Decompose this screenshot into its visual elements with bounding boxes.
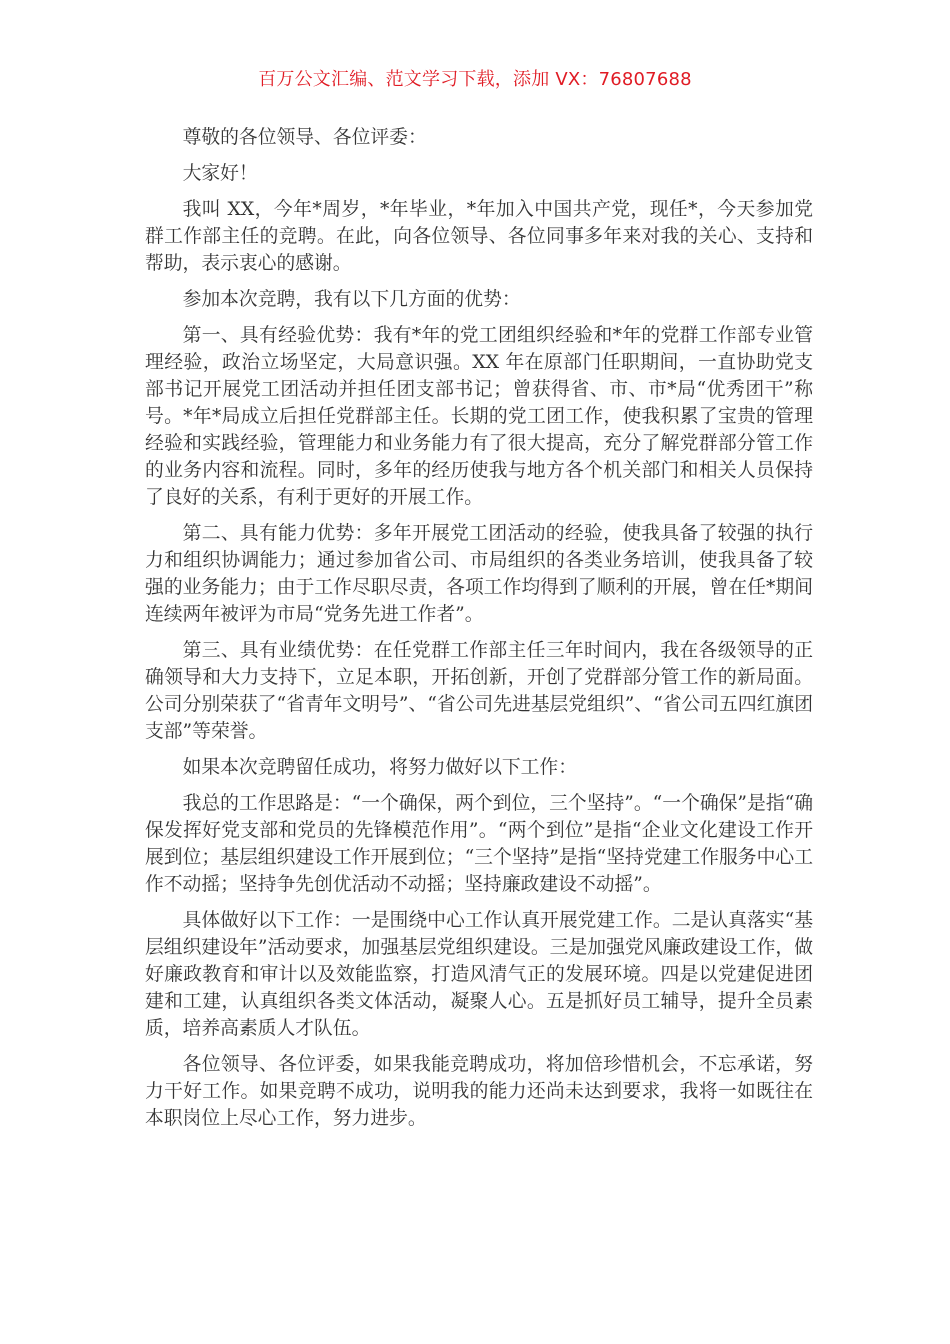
- paragraph-work-approach: 我总的工作思路是：“一个确保，两个到位，三个坚持”。“一个确保”是指“确保发挥好党支部和党员的先锋模范作用”。“两个到位”是指“企业文化建设工作开展到位；基层组织建设工作开展到位；“三个坚持”是指“坚持党建工作服务中心工作不动摇；坚持争先创优活动不动摇；坚持廉政建设不动摇”。: [145, 793, 813, 895]
- header-banner: 百万公文汇编、范文学习下载，添加 VX：76807688: [258, 69, 692, 90]
- paragraph-plan-intro: 如果本次竞聘留任成功，将努力做好以下工作：: [182, 757, 577, 778]
- greeting: 大家好！: [182, 163, 258, 184]
- paragraph-introduction: 我叫 XX，今年*周岁，*年毕业，*年加入中国共产党，现任*，今天参加党群工作部主任的竞聘。在此，向各位领导、各位同事多年来对我的关心、支持和帮助，表示衷心的感谢。: [145, 199, 813, 274]
- paragraph-experience-advantage: 第一、具有经验优势：我有*年的党工团组织经验和*年的党群工作部专业管理经验，政治立场坚定，大局意识强。XX 年在原部门任职期间，一直协助党支部书记开展党工团活动并担任团支部书记；曾获得省、市、市*局“优秀团干”称号。*年*局成立后担任党群部主任。长期的党工团工作，使我积累了宝贵的管理经验和实践经验，管理能力和业务能力有了很大提高，充分了解党群部分管工作的业务内容和流程。同时，多年的经历使我与地方各个机关部门和相关人员保持了良好的关系，有利于更好的开展工作。: [145, 325, 813, 508]
- salutation: 尊敬的各位领导、各位评委：: [182, 127, 427, 148]
- paragraph-ability-advantage: 第二、具有能力优势：多年开展党工团活动的经验，使我具备了较强的执行力和组织协调能力；通过参加省公司、市局组织的各类业务培训，使我具备了较强的业务能力；由于工作尽职尽责，各项工作均得到了顺利的开展，曾在任*期间连续两年被评为市局“党务先进工作者”。: [145, 523, 813, 625]
- paragraph-specific-work: 具体做好以下工作：一是围绕中心工作认真开展党建工作。二是认真落实“基层组织建设年”活动要求，加强基层党组织建设。三是加强党风廉政建设工作，做好廉政教育和审计以及效能监察，打造风清气正的发展环境。四是以党建促进团建和工建，认真组织各类文体活动，凝聚人心。五是抓好员工辅导，提升全员素质，培养高素质人才队伍。: [145, 910, 813, 1039]
- paragraph-closing: 各位领导、各位评委，如果我能竞聘成功，将加倍珍惜机会，不忘承诺，努力干好工作。如果竞聘不成功，说明我的能力还尚未达到要求，我将一如既往在本职岗位上尽心工作，努力进步。: [145, 1054, 813, 1129]
- document-body: [145, 124, 813, 1141]
- paragraph-advantages-intro: 参加本次竞聘，我有以下几方面的优势：: [182, 289, 521, 310]
- paragraph-performance-advantage: 第三、具有业绩优势：在任党群工作部主任三年时间内，我在各级领导的正确领导和大力支持下，立足本职，开拓创新，开创了党群部分管工作的新局面。公司分别荣获了“省青年文明号”、“省公司先进基层党组织”、“省公司五四红旗团支部”等荣誉。: [145, 640, 813, 742]
